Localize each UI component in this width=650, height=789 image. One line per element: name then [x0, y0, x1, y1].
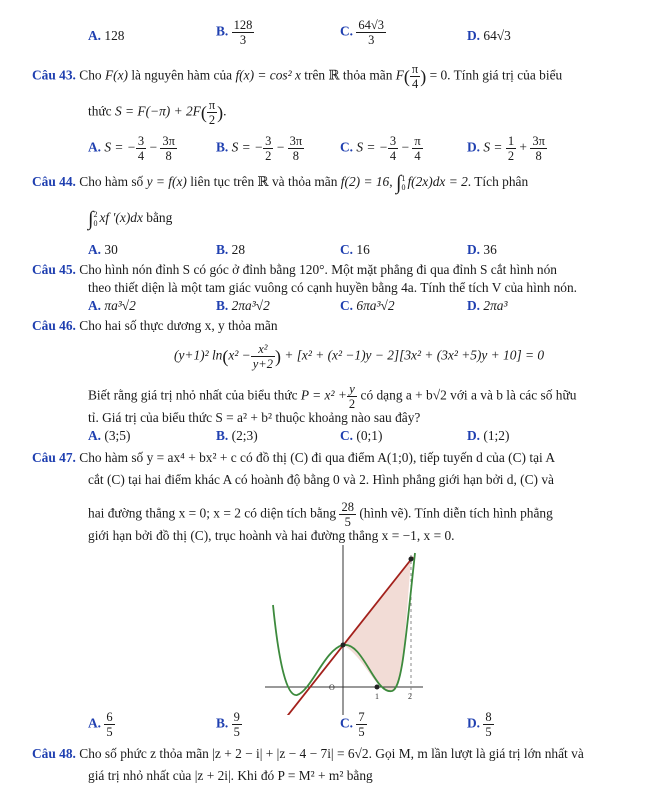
q46-option-a[interactable]: A. (3;5): [88, 428, 131, 443]
tick-label-2: 2: [408, 692, 412, 701]
q46-line-1: Câu 46. Cho hai số thực dương x, y thỏa mãn: [32, 318, 278, 333]
q45-line-1: Câu 45. Cho hình nón đỉnh S có góc ở đỉnh bằng 120°. Một mặt phẳng đi qua đỉnh S cắt hình nón: [32, 262, 557, 277]
q46-equation: (y+1)² ln(x² − $\frac{\text{x²}}{y+2}$ ) + [x² + (x² −1)y − 2][3x² + (3x² +5)y + 10] = 0: [174, 342, 545, 371]
question-label: Câu 47.: [32, 450, 76, 465]
q47-option-c[interactable]: C. $\frac{7}{5}$: [340, 710, 365, 739]
question-label: Câu 43.: [32, 67, 76, 83]
q47-figure: [265, 545, 425, 715]
integral-sign: ∫: [88, 208, 94, 230]
q48-line-1: Câu 48. Cho số phức z thỏa mãn |z + 2 − i| + |z − 4 − 7i| = 6√2. Gọi M, m lần lượt là giá trị lớn nhất và: [32, 746, 584, 761]
q47-line-3: hai đường thẳng x = 0; x = 2 có diện tích bằng $\frac{28}{5}$ (hình vẽ). Tính diễn tích hình phẳng: [88, 500, 553, 529]
point-x2: [409, 557, 414, 562]
q45-option-a[interactable]: A. πa³√2: [88, 298, 136, 313]
question-label: Câu 46.: [32, 318, 76, 333]
integral-sign: ∫: [395, 172, 402, 194]
q45-option-d[interactable]: D. 2πa³: [467, 298, 508, 313]
q44-option-d[interactable]: D. 36: [467, 242, 497, 257]
q47-line-4: giới hạn bởi đồ thị (C), trục hoành và hai đường thẳng x = −1, x = 0.: [88, 528, 455, 543]
tick-label-1: 1: [375, 692, 379, 701]
q47-line-2: cắt (C) tại hai điểm khác A có hoành độ bằng 0 và 2. Hình phẳng giới hạn bởi d, (C) và: [88, 472, 554, 487]
question-label: Câu 44.: [32, 174, 76, 190]
q42-option-d[interactable]: D. 64√3: [467, 28, 511, 43]
question-label: Câu 48.: [32, 746, 76, 761]
q46-line-3: Biết rằng giá trị nhỏ nhất của biểu thức P = x² + $\frac{y}{2}$ có dạng a + b√2 với a và b là các số hữu: [88, 382, 577, 411]
q43-option-d[interactable]: D. S = $\frac{1}{2}$ + $\frac{3\pi}{8}$: [467, 134, 545, 163]
q44-option-c[interactable]: C. 16: [340, 242, 370, 257]
q42-option-b[interactable]: B. $\frac{128}{3}$: [216, 18, 253, 47]
q44-option-b[interactable]: B. 28: [216, 242, 246, 257]
q47-option-b[interactable]: B. $\frac{9}{5}$: [216, 710, 240, 739]
q47-line-1: Câu 47. Cho hàm số y = ax⁴ + bx² + c có đồ thị (C) đi qua điểm A(1;0), tiếp tuyến d của (C) tại A: [32, 450, 556, 465]
question-label: Câu 45.: [32, 262, 76, 277]
q42-option-a[interactable]: A. 128: [88, 28, 125, 43]
q43-option-c[interactable]: C. S = − $\frac{3}{4}$ − $\frac{\pi}{4}$: [340, 134, 421, 163]
q44-option-a[interactable]: A. 30: [88, 242, 118, 257]
point-a: [375, 685, 380, 690]
q48-line-2: giá trị nhỏ nhất của |z + 2i|. Khi đó P = M² + m² bằng: [88, 768, 373, 783]
q47-option-d[interactable]: D. $\frac{8}{5}$: [467, 710, 492, 739]
q45-option-b[interactable]: B. 2πa³√2: [216, 298, 270, 313]
origin-label: O: [329, 683, 335, 692]
q43-line-1: Câu 43. Cho F(x) là nguyên hàm của f(x) = cos² x trên ℝ thỏa mãn F( $\frac{\pi}{4}$ ) = 0. Tính giá trị của biểu: [32, 62, 563, 91]
q43-option-b[interactable]: B. S = − $\frac{3}{2}$ − $\frac{3\pi}{8}$: [216, 134, 303, 163]
q45-line-2: theo thiết diện là một tam giác vuông có cạnh huyền bằng 4a. Tính thể tích V của hình nón.: [88, 280, 578, 295]
q46-line-4: tỉ. Giá trị của biểu thức S = a² + b² thuộc khoảng nào sau đây?: [88, 410, 421, 425]
q45-option-c[interactable]: C. 6πa³√2: [340, 298, 395, 313]
q44-line-1: Câu 44. Cho hàm số y = f(x) liên tục trên ℝ và thỏa mãn f(2) = 16, ∫1 0 f(2x)dx = 2. Tích phân: [32, 172, 529, 194]
point-on-y-axis: [341, 643, 346, 648]
q46-option-c[interactable]: C. (0;1): [340, 428, 383, 443]
q46-option-b[interactable]: B. (2;3): [216, 428, 258, 443]
q42-option-c[interactable]: C. $\frac{64√3}{3}$: [340, 18, 385, 47]
q44-line-2: ∫2 0 xf ′(x)dx bằng: [88, 208, 173, 230]
q43-line-2: thức S = F(−π) + 2F( $\frac{\pi}{2}$ ).: [88, 98, 227, 127]
q47-option-a[interactable]: A. $\frac{6}{5}$: [88, 710, 113, 739]
q43-option-a[interactable]: A. S = − $\frac{3}{4}$ − $\frac{3\pi}{8}$: [88, 134, 175, 163]
q46-option-d[interactable]: D. (1;2): [467, 428, 510, 443]
